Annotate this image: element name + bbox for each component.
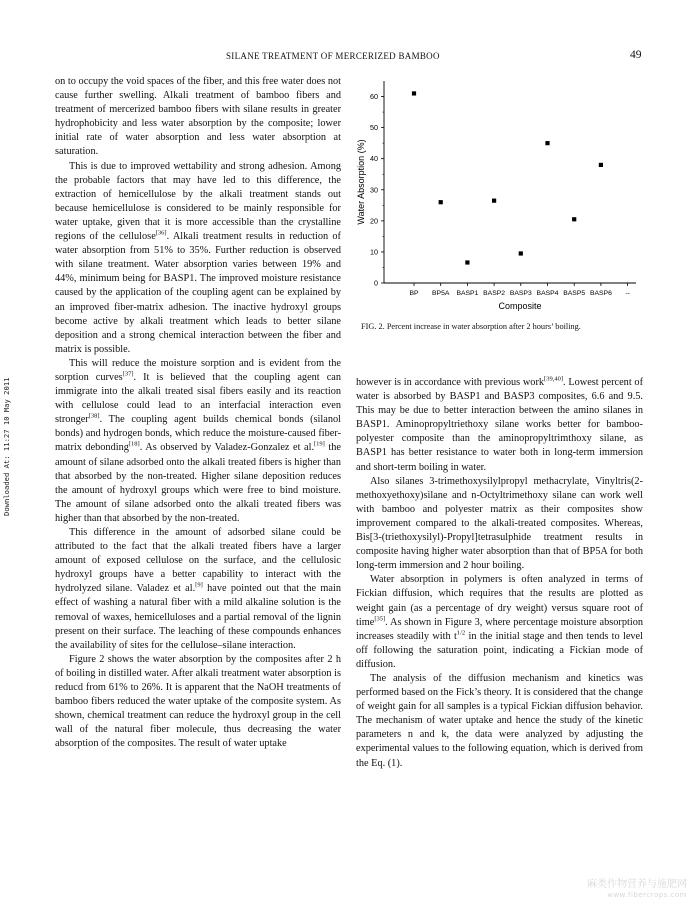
- citation: [35]: [374, 615, 386, 623]
- x-tick-label: BP: [409, 290, 419, 297]
- citation: [38]: [88, 412, 100, 420]
- page-number: 49: [630, 49, 642, 61]
- data-point: [492, 199, 496, 203]
- download-stamp-text: Downloaded At: 11:27 10 May 2011: [2, 377, 11, 516]
- paragraph: on to occupy the void spaces of the fiber, and this free water does not cause further swelling. Alkali treatment of bamboo fibers and treatment of mercerized bamboo fibers with silane results in greater hydrophobicity and less water absorption by the composite; lower initial rate of water absorption and less water absorption at saturation.: [55, 76, 341, 158]
- y-tick-label: 40: [370, 154, 378, 164]
- y-tick-label: 10: [370, 247, 378, 257]
- x-tick-label: BASP5: [563, 290, 586, 297]
- citation: [39,40]: [544, 375, 563, 383]
- y-tick-label: 30: [370, 185, 378, 195]
- x-tick-label: BASP2: [483, 290, 506, 297]
- right-column: [356, 376, 643, 771]
- citation: [37]: [122, 370, 134, 378]
- x-tick-label: BASP1: [456, 290, 479, 297]
- x-tick-label: BASP4: [536, 290, 559, 297]
- y-tick-label: 20: [370, 216, 378, 226]
- citation: [9]: [195, 581, 203, 589]
- water-absorption-chart: [350, 68, 650, 318]
- data-point: [519, 251, 523, 255]
- paragraph: The analysis of the diffusion mechanism and kinetics was performed based on the Fick’s theory. It is considered that the change of weight gain for all samples is a typical Fickian diffusion behavior. The mechanism of water uptake and hence the study of the kinetic parameters n and k, the data were analyzed by adjusting the experimental values to the following equation, which is derived from the Eq. (1).: [356, 672, 643, 769]
- figure-2: [350, 68, 650, 318]
- running-head: [0, 51, 699, 65]
- data-point: [572, 217, 576, 221]
- paragraph: Water absorption in polymers is often analyzed in terms of Fickian diffusion, which requires that the results are plotted as weight gain (as a percentage of dry weight) versus square root of time[35]. As shown in Figure 3, where percentage moisture absorption increases steadily with $t^{1/2}$ in the initial stage and then tends to level off following the saturation point, indicating a Fickian mode of diffusion.: [356, 574, 643, 670]
- citation: [19]: [314, 441, 325, 449]
- data-point: [465, 260, 469, 264]
- running-title: SILANE TREATMENT OF MERCERIZED BAMBOO: [226, 51, 440, 61]
- paragraph: This will reduce the moisture sorption and is evident from the sorption curves[37]. It is believed that the coupling agent can immigrate into the alkali treated sisal fibers easily and its reaction with cellulose could lead to an interfacial interaction even stronger[38]. The coupling agent builds chemical bonds (silanol bonds) and hydrogen bonds, which reduce the moisture-caused fiber-matrix debonding[18]. As observed by Valadez-Gonzalez et al.[19] the amount of silane adsorbed onto the alkali treated fibers is higher than that absorbed by the non-treated. Higher silane deposition reduces the amount of hydroxyl groups which were free to bind moisture. The amount of silane adsorbed onto the alkali treated fibers was higher than that absorbed by the non-treated.: [55, 357, 341, 524]
- watermark-chinese: 麻类作物营养与施肥网: [587, 879, 687, 890]
- y-tick-label: 60: [370, 92, 378, 102]
- paragraph: Figure 2 shows the water absorption by the composites after 2 h of boiling in distilled water. After alkali treatment water absorption is reducd from 61% to 26%. It is apparent that the NaOH treatments of bamboo fibers reduced the water uptake of the composite system. As shown, chemical treatment can reduce the hydroxyl group in the cell wall of the natural fiber molecule, thus decreasing the water absorption of the composites. The result of water uptake: [55, 653, 341, 750]
- paragraph: however is in accordance with previous work[39,40]. Lowest percent of water is absorbed by BASP1 and BASP3 composites, 6.6 and 9.5. This may be due to better interaction between the amino silanes in BASP1. Aminopropyltriethoxy silane works better for bamboo-polyester composite than the aminopropyltrimthoxy silane, as BASP1 has better resistance to water both in long-term immersion and short-term boiling in water.: [356, 375, 643, 473]
- data-point: [599, 163, 603, 167]
- download-stamp: [2, 377, 14, 656]
- citation: [18]: [128, 441, 140, 449]
- watermark: [587, 879, 687, 901]
- x-tick-label: BP5A: [432, 290, 450, 297]
- figure-caption: FIG. 2. Percent increase in water absorption after 2 hours’ boiling.: [361, 322, 581, 331]
- left-column: [55, 75, 341, 752]
- data-point: [439, 200, 443, 204]
- y-axis-label: Water Absorption (%): [356, 139, 366, 225]
- data-point: [412, 91, 416, 95]
- watermark-url: www.fibercrops.com: [607, 891, 687, 899]
- data-point: [545, 141, 549, 145]
- citation: [36]: [155, 229, 167, 237]
- paragraph: This is due to improved wettability and strong adhesion. Among the probable factors that may have led to this difference, the extraction of hemicellulose by the alkali treatment stands out because hemicellulose is considered to be mainly responsible for water uptake, given that it is more accessible than the crystalline regions of the cellulose[36]. Alkali treatment results in reduction of water absorption from 51% to 35%. Further reduction is observed with silane treatment. Water absorption varies between 19% and 44%, minimum being for BASP1. The improved moisture resistance caused by the application of the coupling agent can be explained by an improved fiber-matrix adhesion. The inactive hydroxyl groups become active by alkali treatment which leads to better silane deposition and a strong chemical interaction between the fiber and matrix is possible.: [55, 160, 341, 355]
- y-tick-label: 0: [374, 278, 378, 288]
- x-axis-label: Composite: [498, 301, 542, 311]
- x-tick-label: BASP3: [509, 290, 532, 297]
- exponent: 1/2: [456, 629, 466, 637]
- x-tick-label: BASP6: [589, 290, 612, 297]
- y-tick-label: 50: [370, 123, 378, 133]
- paragraph: Also silanes 3-trimethoxysilylpropyl methacrylate, Vinyltris(2-methoxyethoxy)silane and n-Octyltrimethoxy silane can work well with bamboo and polyester matrix as their composites show improvement compared to the alkali-treated composites. Whereas, Bis[3-(triethoxysilyl)-Propyl]tetrasulphide treatment results in composite having higher water absorption than that of BP5A for both long-term immersion and 2 hour boiling.: [356, 475, 643, 572]
- paragraph: This difference in the amount of adsorbed silane could be attributed to the fact that the alkali treated fibers have a larger amount of exposed cellulose on the surface, and the cellulosic hydroxyl groups have a better capability to interact with the hydrolyzed silane. Valadez et al.[9] have pointed out that the main effect of washing a natural fiber with a mild alkaline solution is the removal of waxes, hemicelluloses and a partial removal of the lignin present on their surface. The leaching of these compounds enhances the availability of sites for the cellulose–silane interaction.: [55, 527, 341, 651]
- x-tick-label: --: [625, 290, 630, 297]
